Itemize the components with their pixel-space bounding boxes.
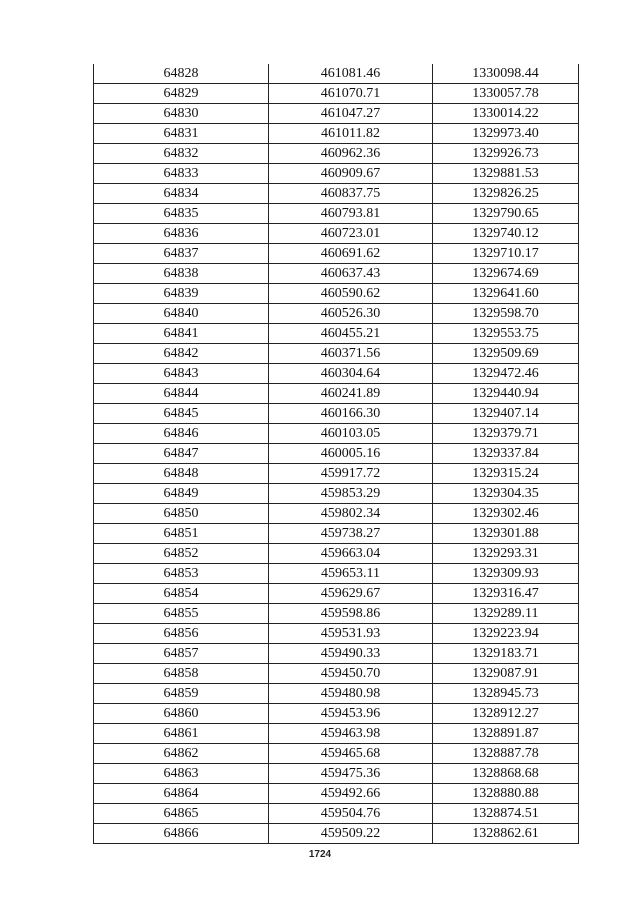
x-coordinate-cell: 460371.56: [269, 344, 433, 364]
x-coordinate-cell: 460909.67: [269, 164, 433, 184]
x-coordinate-cell: 459480.98: [269, 684, 433, 704]
x-coordinate-cell: 460691.62: [269, 244, 433, 264]
table-row: [94, 104, 579, 124]
y-coordinate-cell: 1329315.24: [433, 464, 579, 484]
point-id-cell: 64866: [94, 824, 269, 844]
point-id-cell: 64848: [94, 464, 269, 484]
table-row: [94, 364, 579, 384]
x-coordinate-cell: 459453.96: [269, 704, 433, 724]
y-coordinate-cell: 1329223.94: [433, 624, 579, 644]
y-coordinate-cell: 1329309.93: [433, 564, 579, 584]
table-row: [94, 124, 579, 144]
point-id-cell: 64838: [94, 264, 269, 284]
point-id-cell: 64847: [94, 444, 269, 464]
y-coordinate-cell: 1328862.61: [433, 824, 579, 844]
table-row: [94, 284, 579, 304]
x-coordinate-cell: 459490.33: [269, 644, 433, 664]
x-coordinate-cell: 460103.05: [269, 424, 433, 444]
point-id-cell: 64846: [94, 424, 269, 444]
x-coordinate-cell: 459663.04: [269, 544, 433, 564]
table-row: [94, 544, 579, 564]
table-row: [94, 524, 579, 544]
x-coordinate-cell: 459653.11: [269, 564, 433, 584]
y-coordinate-cell: 1328912.27: [433, 704, 579, 724]
point-id-cell: 64861: [94, 724, 269, 744]
x-coordinate-cell: 459475.36: [269, 764, 433, 784]
y-coordinate-cell: 1328868.68: [433, 764, 579, 784]
table-row: [94, 484, 579, 504]
x-coordinate-cell: 460005.16: [269, 444, 433, 464]
x-coordinate-cell: 459598.86: [269, 604, 433, 624]
y-coordinate-cell: 1329302.46: [433, 504, 579, 524]
table-row: [94, 644, 579, 664]
table-row: [94, 344, 579, 364]
y-coordinate-cell: 1329183.71: [433, 644, 579, 664]
x-coordinate-cell: 459492.66: [269, 784, 433, 804]
point-id-cell: 64830: [94, 104, 269, 124]
point-id-cell: 64828: [94, 64, 269, 84]
table-row: [94, 504, 579, 524]
page-number: 1724: [308, 849, 332, 860]
table-row: [94, 744, 579, 764]
point-id-cell: 64829: [94, 84, 269, 104]
y-coordinate-cell: 1329087.91: [433, 664, 579, 684]
x-coordinate-cell: 459917.72: [269, 464, 433, 484]
y-coordinate-cell: 1329440.94: [433, 384, 579, 404]
table-row: [94, 404, 579, 424]
table-row: [94, 64, 579, 84]
y-coordinate-cell: 1329598.70: [433, 304, 579, 324]
table-row: [94, 704, 579, 724]
x-coordinate-cell: 460304.64: [269, 364, 433, 384]
table-row: [94, 724, 579, 744]
y-coordinate-cell: 1328945.73: [433, 684, 579, 704]
x-coordinate-cell: 460166.30: [269, 404, 433, 424]
point-id-cell: 64840: [94, 304, 269, 324]
point-id-cell: 64851: [94, 524, 269, 544]
y-coordinate-cell: 1329740.12: [433, 224, 579, 244]
y-coordinate-cell: 1330098.44: [433, 64, 579, 84]
y-coordinate-cell: 1329881.53: [433, 164, 579, 184]
y-coordinate-cell: 1328887.78: [433, 744, 579, 764]
x-coordinate-cell: 461081.46: [269, 64, 433, 84]
point-id-cell: 64844: [94, 384, 269, 404]
x-coordinate-cell: 460241.89: [269, 384, 433, 404]
table-row: [94, 304, 579, 324]
point-id-cell: 64849: [94, 484, 269, 504]
point-id-cell: 64864: [94, 784, 269, 804]
y-coordinate-cell: 1329926.73: [433, 144, 579, 164]
table-row: [94, 564, 579, 584]
x-coordinate-cell: 460837.75: [269, 184, 433, 204]
x-coordinate-cell: 459738.27: [269, 524, 433, 544]
table-row: [94, 804, 579, 824]
x-coordinate-cell: 461011.82: [269, 124, 433, 144]
y-coordinate-cell: 1329304.35: [433, 484, 579, 504]
point-id-cell: 64843: [94, 364, 269, 384]
table-row: [94, 84, 579, 104]
table-row: [94, 664, 579, 684]
y-coordinate-cell: 1328891.87: [433, 724, 579, 744]
table-row: [94, 684, 579, 704]
table-row: [94, 384, 579, 404]
table-row: [94, 204, 579, 224]
point-id-cell: 64836: [94, 224, 269, 244]
table-row: [94, 624, 579, 644]
table-row: [94, 424, 579, 444]
y-coordinate-cell: 1329472.46: [433, 364, 579, 384]
table-row: [94, 784, 579, 804]
point-id-cell: 64835: [94, 204, 269, 224]
point-id-cell: 64850: [94, 504, 269, 524]
y-coordinate-cell: 1329790.65: [433, 204, 579, 224]
x-coordinate-cell: 460962.36: [269, 144, 433, 164]
point-id-cell: 64853: [94, 564, 269, 584]
x-coordinate-cell: 459504.76: [269, 804, 433, 824]
point-id-cell: 64839: [94, 284, 269, 304]
y-coordinate-cell: 1329293.31: [433, 544, 579, 564]
point-id-cell: 64834: [94, 184, 269, 204]
table-row: [94, 824, 579, 844]
y-coordinate-cell: 1329379.71: [433, 424, 579, 444]
point-id-cell: 64841: [94, 324, 269, 344]
point-id-cell: 64856: [94, 624, 269, 644]
x-coordinate-cell: 461047.27: [269, 104, 433, 124]
x-coordinate-cell: 459450.70: [269, 664, 433, 684]
y-coordinate-cell: 1328874.51: [433, 804, 579, 824]
table-row: [94, 244, 579, 264]
point-id-cell: 64865: [94, 804, 269, 824]
table-row: [94, 464, 579, 484]
y-coordinate-cell: 1329289.11: [433, 604, 579, 624]
point-id-cell: 64837: [94, 244, 269, 264]
table-row: [94, 444, 579, 464]
x-coordinate-cell: 460526.30: [269, 304, 433, 324]
y-coordinate-cell: 1329826.25: [433, 184, 579, 204]
point-id-cell: 64852: [94, 544, 269, 564]
point-id-cell: 64842: [94, 344, 269, 364]
y-coordinate-cell: 1330057.78: [433, 84, 579, 104]
point-id-cell: 64832: [94, 144, 269, 164]
x-coordinate-cell: 459853.29: [269, 484, 433, 504]
table-row: [94, 264, 579, 284]
y-coordinate-cell: 1329301.88: [433, 524, 579, 544]
x-coordinate-cell: 460793.81: [269, 204, 433, 224]
y-coordinate-cell: 1328880.88: [433, 784, 579, 804]
coordinates-table: [93, 64, 579, 844]
x-coordinate-cell: 460590.62: [269, 284, 433, 304]
point-id-cell: 64863: [94, 764, 269, 784]
coordinates-table-body: [94, 64, 579, 844]
point-id-cell: 64860: [94, 704, 269, 724]
x-coordinate-cell: 459465.68: [269, 744, 433, 764]
y-coordinate-cell: 1329407.14: [433, 404, 579, 424]
y-coordinate-cell: 1329509.69: [433, 344, 579, 364]
y-coordinate-cell: 1329553.75: [433, 324, 579, 344]
point-id-cell: 64859: [94, 684, 269, 704]
y-coordinate-cell: 1329674.69: [433, 264, 579, 284]
y-coordinate-cell: 1330014.22: [433, 104, 579, 124]
table-row: [94, 604, 579, 624]
table-row: [94, 764, 579, 784]
x-coordinate-cell: 459629.67: [269, 584, 433, 604]
x-coordinate-cell: 459802.34: [269, 504, 433, 524]
point-id-cell: 64862: [94, 744, 269, 764]
table-row: [94, 324, 579, 344]
x-coordinate-cell: 460723.01: [269, 224, 433, 244]
point-id-cell: 64854: [94, 584, 269, 604]
y-coordinate-cell: 1329337.84: [433, 444, 579, 464]
x-coordinate-cell: 459509.22: [269, 824, 433, 844]
table-row: [94, 584, 579, 604]
x-coordinate-cell: 459531.93: [269, 624, 433, 644]
x-coordinate-cell: 460637.43: [269, 264, 433, 284]
point-id-cell: 64858: [94, 664, 269, 684]
y-coordinate-cell: 1329641.60: [433, 284, 579, 304]
y-coordinate-cell: 1329710.17: [433, 244, 579, 264]
x-coordinate-cell: 460455.21: [269, 324, 433, 344]
x-coordinate-cell: 459463.98: [269, 724, 433, 744]
x-coordinate-cell: 461070.71: [269, 84, 433, 104]
table-row: [94, 184, 579, 204]
table-row: [94, 144, 579, 164]
point-id-cell: 64831: [94, 124, 269, 144]
point-id-cell: 64833: [94, 164, 269, 184]
table-row: [94, 224, 579, 244]
y-coordinate-cell: 1329316.47: [433, 584, 579, 604]
table-row: [94, 164, 579, 184]
y-coordinate-cell: 1329973.40: [433, 124, 579, 144]
point-id-cell: 64845: [94, 404, 269, 424]
point-id-cell: 64855: [94, 604, 269, 624]
point-id-cell: 64857: [94, 644, 269, 664]
